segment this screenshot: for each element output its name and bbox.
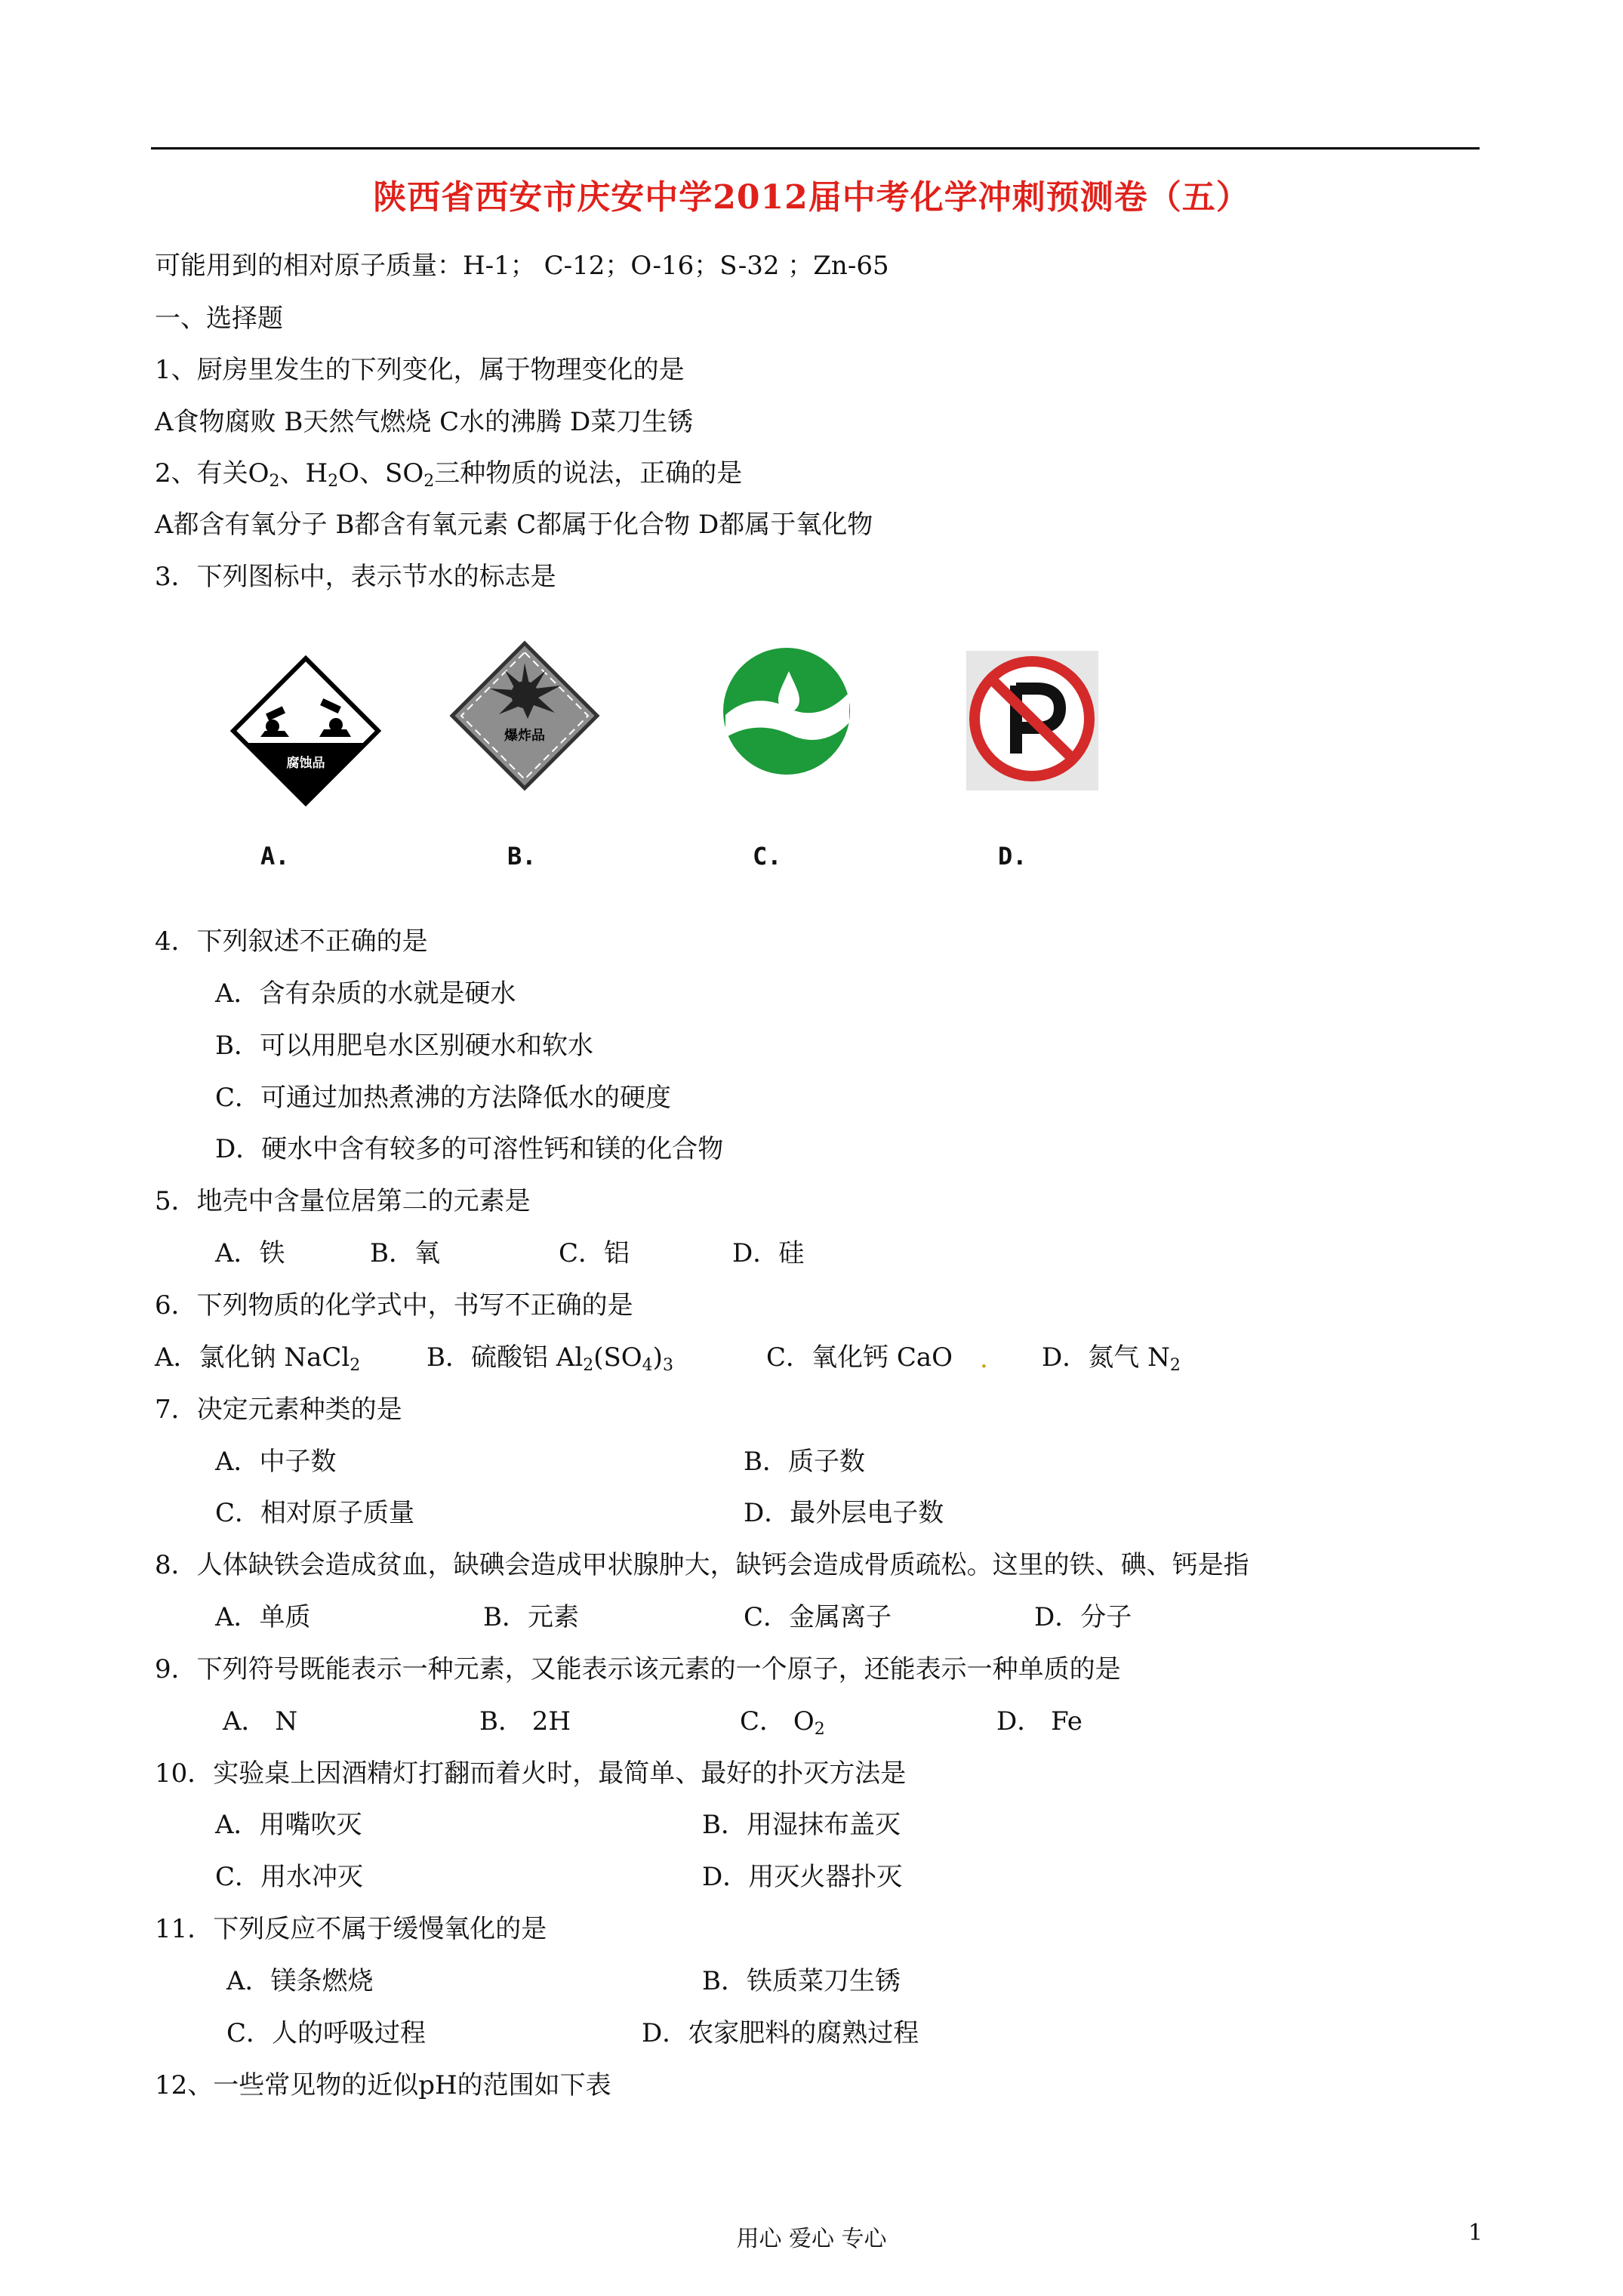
- question-11-option-b: B．铁质菜刀生锈: [702, 1966, 901, 1996]
- svg-text:腐蚀品: 腐蚀品: [286, 756, 325, 771]
- section-heading: 一、选择题: [155, 304, 283, 334]
- question-3-stem: 3．下列图标中，表示节水的标志是: [155, 562, 556, 592]
- question-4-option-d: D．硬水中含有较多的可溶性钙和镁的化合物: [215, 1134, 724, 1164]
- question-1-options: A食物腐败 B天然气燃烧 C水的沸腾 D菜刀生锈: [155, 407, 694, 437]
- question-8-option-b: B．元素: [483, 1602, 579, 1632]
- question-6-option-b: B．硫酸铝 $Al_2(SO_4)_3$: [427, 1342, 673, 1375]
- option-label-d: D.: [998, 842, 1027, 871]
- option-label-a: A.: [260, 842, 290, 871]
- question-9-option-c: C． $O_2$: [740, 1706, 825, 1739]
- water-saving-icon: [721, 646, 853, 778]
- question-6-option-a: A．氯化钠 NaCl$_2$: [155, 1342, 361, 1375]
- option-label-c: C.: [753, 842, 782, 871]
- page-number: 1: [1468, 2220, 1483, 2246]
- question-12-stem: 12、一些常见物的近似pH的范围如下表: [155, 2070, 611, 2100]
- question-2-options: A都含有氧分子 B都含有氧元素 C都属于化合物 D都属于氧化物: [155, 510, 873, 540]
- question-4-option-c: C．可通过加热煮沸的方法降低水的硬度: [215, 1083, 672, 1113]
- question-2-stem: 2、有关$O_2$、$H_2O$、$SO_2$三种物质的说法，正确的是: [155, 458, 743, 491]
- question-5-option-d: D．硅: [732, 1238, 805, 1268]
- question-7-option-d: D．最外层电子数: [744, 1498, 944, 1528]
- question-6-stem: 6．下列物质的化学式中，书写不正确的是: [155, 1290, 633, 1321]
- question-6-option-c: C．氧化钙 CaO: [766, 1342, 953, 1373]
- question-5-option-b: B．氧: [370, 1238, 440, 1268]
- question-8-option-d: D．分子: [1034, 1602, 1132, 1632]
- question-5-option-a: A．铁: [215, 1238, 285, 1268]
- svg-text:爆炸品: 爆炸品: [504, 728, 545, 744]
- no-parking-icon: [966, 651, 1098, 791]
- corrosive-hazard-icon: [230, 655, 381, 806]
- atomic-mass-info: 可能用到的相对原子质量：H-1； C-12；O-16；S-32 ；Zn-65: [155, 251, 889, 281]
- question-11-stem: 11．下列反应不属于缓慢氧化的是: [155, 1914, 547, 1944]
- question-8-stem: 8．人体缺铁会造成贫血，缺碘会造成甲状腺肿大，缺钙会造成骨质疏松。这里的铁、碘、钙是指: [155, 1550, 1249, 1580]
- option-label-b: B.: [507, 842, 537, 871]
- question-5-stem: 5．地壳中含量位居第二的元素是: [155, 1186, 531, 1216]
- question-4-option-b: B．可以用肥皂水区别硬水和软水: [215, 1031, 593, 1061]
- question-1-stem: 1、厨房里发生的下列变化，属于物理变化的是: [155, 355, 685, 385]
- question-10-stem: 10．实验桌上因酒精灯打翻而着火时，最简单、最好的扑灭方法是: [155, 1758, 907, 1789]
- question-9-option-b: B． 2H: [479, 1706, 571, 1737]
- question-4-stem: 4．下列叙述不正确的是: [155, 926, 428, 957]
- question-8-option-a: A．单质: [215, 1602, 311, 1632]
- question-7-option-c: C．相对原子质量: [215, 1498, 415, 1528]
- question-11-option-a: A．镁条燃烧: [226, 1966, 374, 1996]
- question-10-option-c: C．用水冲灭: [215, 1862, 364, 1892]
- question-10-option-b: B．用湿抹布盖灭: [702, 1810, 901, 1840]
- question-4-option-a: A．含有杂质的水就是硬水: [215, 978, 516, 1009]
- stray-mark: .: [980, 1344, 988, 1374]
- question-6-option-d: D．氮气 $N_2$: [1042, 1342, 1181, 1375]
- header-rule: [151, 147, 1480, 149]
- question-10-option-d: D．用灭火器扑灭: [702, 1862, 903, 1892]
- page-footer: 用心 爱心 专心: [736, 2226, 887, 2252]
- question-7-stem: 7．决定元素种类的是: [155, 1395, 402, 1425]
- question-5-option-c: C．铝: [559, 1238, 630, 1268]
- question-8-option-c: C．金属离子: [744, 1602, 892, 1632]
- question-9-stem: 9．下列符号既能表示一种元素，又能表示该元素的一个原子，还能表示一种单质的是: [155, 1654, 1121, 1684]
- question-7-option-b: B．质子数: [744, 1447, 865, 1477]
- question-7-option-a: A．中子数: [215, 1447, 337, 1477]
- question-9-option-a: A． N: [223, 1706, 298, 1737]
- question-10-option-a: A．用嘴吹灭: [215, 1810, 362, 1840]
- question-11-option-c: C．人的呼吸过程: [226, 2018, 427, 2048]
- question-9-option-d: D． Fe: [996, 1706, 1083, 1737]
- page-title: 陕西省西安市庆安中学2012届中考化学冲刺预测卷（五）: [373, 178, 1250, 217]
- explosive-hazard-icon: [449, 640, 600, 791]
- question-11-option-d: D．农家肥料的腐熟过程: [642, 2018, 919, 2048]
